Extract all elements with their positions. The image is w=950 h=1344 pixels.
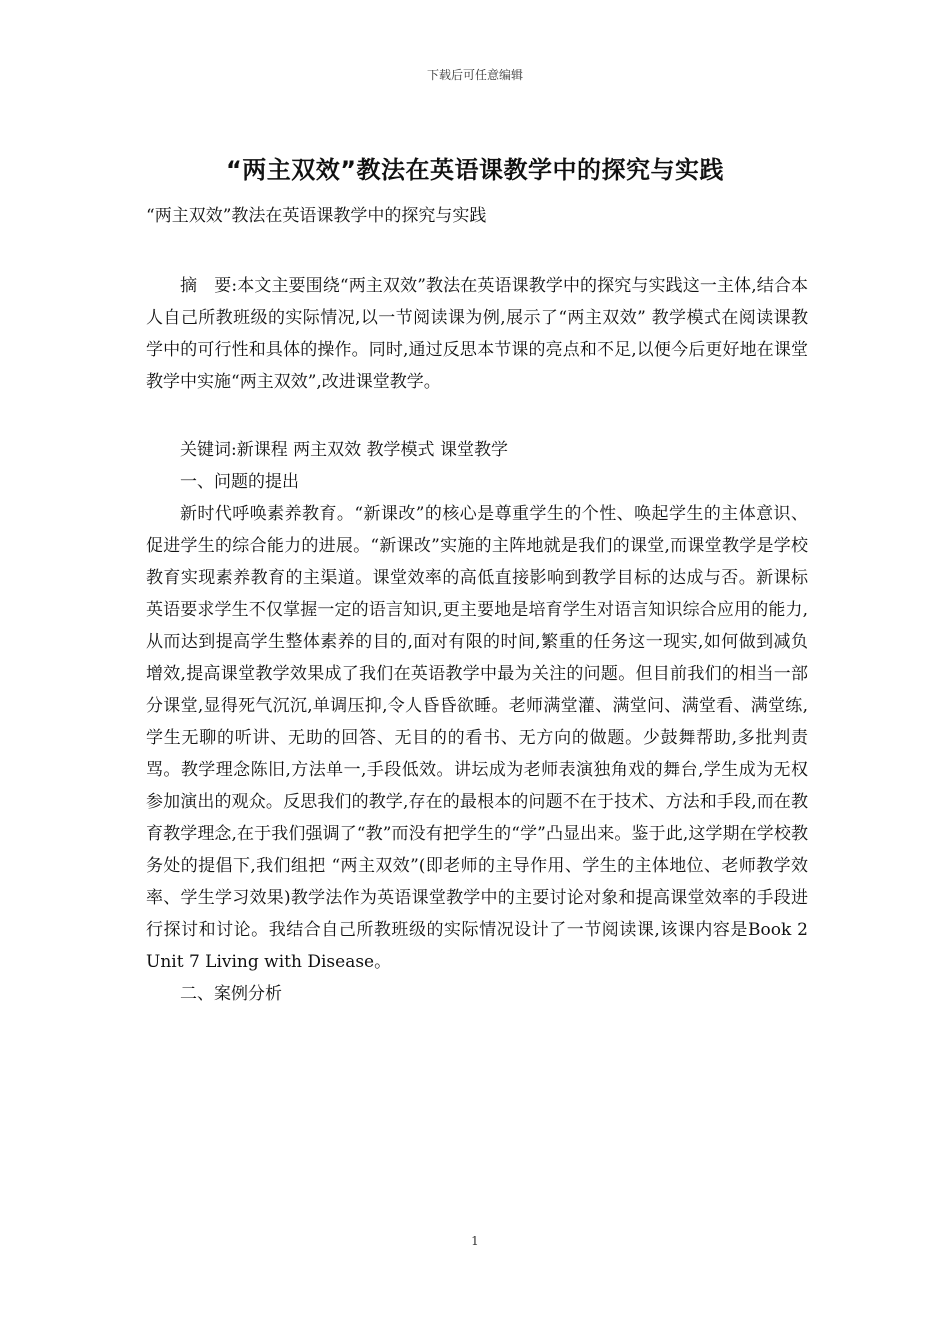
abstract-paragraph: 摘 要:本文主要围绕“两主双效”教法在英语课教学中的探究与实践这一主体,结合本人自己所教班级的实际情况,以一节阅读课为例,展示了“两主双效” 教学模式在阅读课教学中的可行性和具体的操作。同时,通过反思本节课的亮点和不足,以便今后更好地在课堂教学中实施“两主双效”,改进课堂教学。 <box>146 276 808 392</box>
document-body <box>146 270 808 1010</box>
document-title: “两主双效”教法在英语课教学中的探究与实践 <box>225 156 725 184</box>
section-1-paragraph: 新时代呼唤素养教育。“新课改”的核心是尊重学生的个性、唤起学生的主体意识、促进学生的综合能力的进展。“新课改”实施的主阵地就是我们的课堂,而课堂教学是学校教育实现素养教育的主渠道。课堂效率的高低直接影响到教学目标的达成与否。新课标英语要求学生不仅掌握一定的语言知识,更主要地是培育学生对语言知识综合应用的能力,从而达到提高学生整体素养的目的,面对有限的时间,繁重的任务这一现实,如何做到减负增效,提高课堂教学效果成了我们在英语教学中最为关注的问题。但目前我们的相当一部分课堂,显得死气沉沉,单调压抑,令人昏昏欲睡。老师满堂灌、满堂问、满堂看、满堂练,学生无聊的听讲、无助的回答、无目的的看书、无方向的做题。少鼓舞帮助,多批判责骂。教学理念陈旧,方法单一,手段低效。讲坛成为老师表演独角戏的舞台,学生成为无权参加演出的观众。反思我们的教学,存在的最根本的问题不在于技术、方法和手段,而在教育教学理念,在于我们强调了“教”而没有把学生的“学”凸显出来。鉴于此,这学期在学校教务处的提倡下,我们组把 “两主双效”(即老师的主导作用、学生的主体地位、老师教学效率、学生学习效果)教学法作为英语课堂教学中的主要讨论对象和提高课堂效率的手段进行探讨和讨论。我结合自己所教班级的实际情况设计了一节阅读课,该课内容是Book 2 Unit 7 Living with Disease。 <box>146 504 808 972</box>
keywords-line: 关键词:新课程 两主双效 教学模式 课堂教学 <box>180 440 508 460</box>
section-2-heading: 二、案例分析 <box>180 984 282 1004</box>
page-number: 1 <box>471 1234 479 1248</box>
document-subtitle: “两主双效”教法在英语课教学中的探究与实践 <box>146 206 487 226</box>
section-1-heading: 一、问题的提出 <box>180 472 299 492</box>
header-note: 下载后可任意编辑 <box>426 68 523 82</box>
